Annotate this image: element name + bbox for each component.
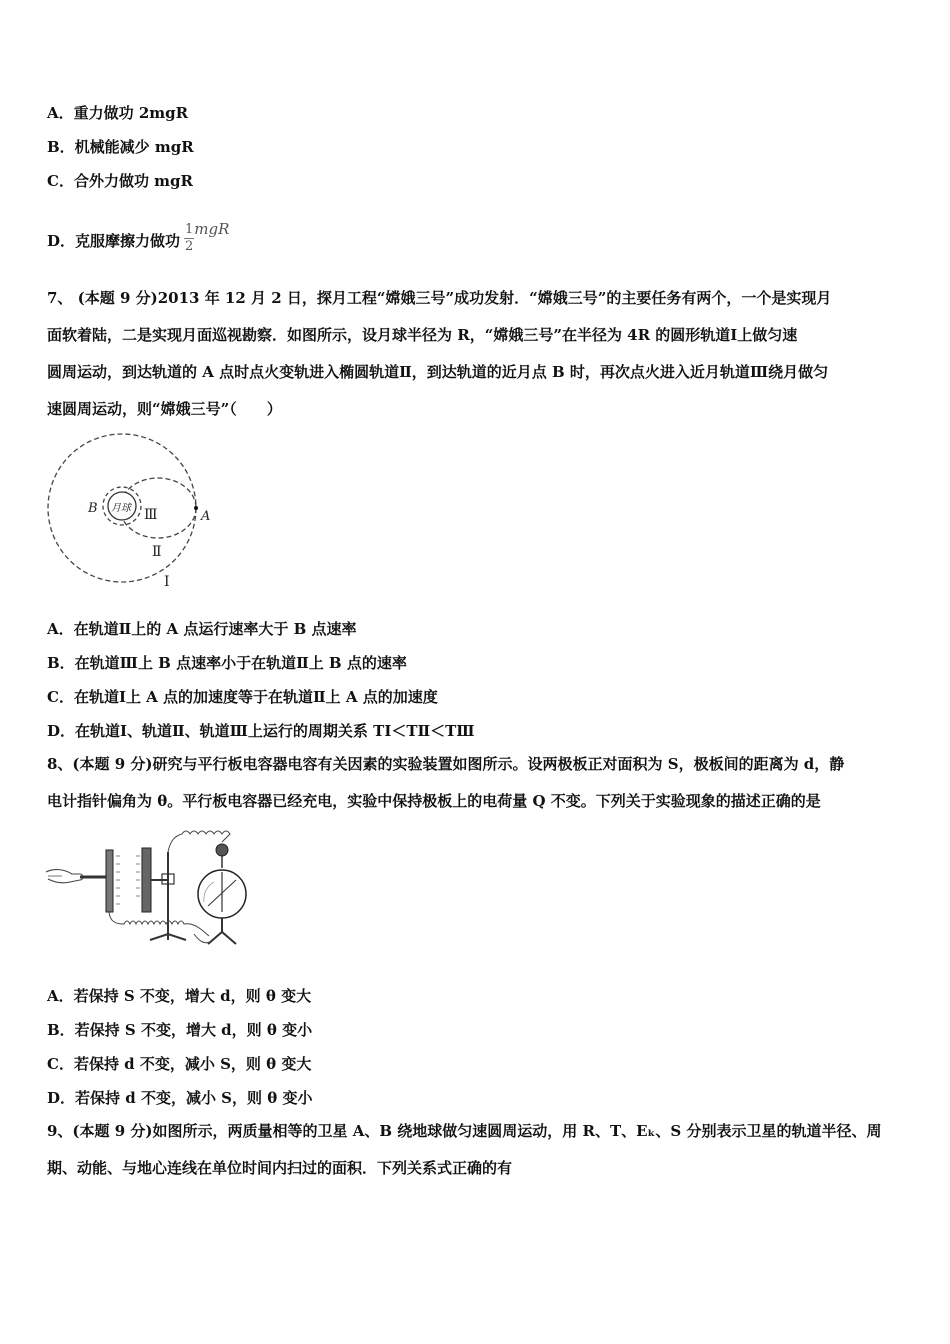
moon-label: 月球 bbox=[111, 503, 131, 514]
q7-option-b[interactable]: B．在轨道Ⅲ上 B 点速率小于在轨道Ⅱ上 B 点的速率 bbox=[47, 654, 407, 672]
q6-option-d-prefix: D．克服摩擦力做功 bbox=[47, 232, 181, 250]
q8-stem bbox=[47, 746, 909, 820]
q9-stem-line: 9、(本题 9 分)如图所示，两质量相等的卫星 A、B 绕地球做匀速圆周运动，用 R、T、Eₖ、S 分别表示卫星的轨道半径、周 bbox=[47, 1122, 882, 1140]
q7-option-c[interactable]: C．在轨道Ⅰ上 A 点的加速度等于在轨道Ⅱ上 A 点的加速度 bbox=[47, 688, 438, 706]
q7-stem-line: 面软着陆，二是实现月面巡视勘察．如图所示，设月球半径为 R，“嫦娥三号”在半径为 4R 的圆形轨道Ⅰ上做匀速 bbox=[47, 326, 798, 344]
q8-option-a[interactable]: A．若保持 S 不变，增大 d，则 θ 变大 bbox=[47, 987, 312, 1005]
q7-stem bbox=[47, 280, 909, 428]
q8-stem-line: 8、(本题 9 分)研究与平行板电容器电容有关因素的实验装置如图所示。设两极板正对面积为 S，极板间的距离为 d，静 bbox=[47, 755, 845, 773]
q6-option-d[interactable] bbox=[47, 212, 229, 258]
q8-option-d[interactable]: D．若保持 d 不变，减小 S，则 θ 变小 bbox=[47, 1089, 313, 1107]
q7-stem-line: 7、 (本题 9 分)2013 年 12 月 2 日，探月工程“嫦娥三号”成功发射．“嫦娥三号”的主要任务有两个，一个是实现月 bbox=[47, 289, 832, 307]
fraction-numerator: 1 bbox=[185, 221, 194, 237]
label-a: A bbox=[201, 509, 211, 524]
q8-option-c[interactable]: C．若保持 d 不变，减小 S，则 θ 变大 bbox=[47, 1055, 312, 1073]
label-b: B bbox=[88, 501, 98, 516]
q9-stem bbox=[47, 1113, 909, 1187]
label-iii: Ⅲ bbox=[144, 507, 158, 523]
electrometer-base bbox=[208, 932, 236, 944]
orbit-diagram bbox=[40, 428, 230, 596]
capacitor-plate-left bbox=[106, 850, 113, 912]
fraction-denominator: 2 bbox=[185, 238, 194, 254]
q6-option-a[interactable]: A．重力做功 2mgR bbox=[47, 104, 189, 122]
q7-option-a[interactable]: A．在轨道Ⅱ上的 A 点运行速率大于 B 点速率 bbox=[47, 620, 357, 638]
q6-option-b[interactable]: B．机械能减少 mgR bbox=[47, 138, 194, 156]
q6-option-d-expr: mgR bbox=[194, 220, 230, 238]
capacitor-plate-right bbox=[142, 848, 151, 912]
point-a-marker bbox=[194, 506, 198, 510]
label-i: Ⅰ bbox=[164, 574, 170, 590]
q7-option-d[interactable]: D．在轨道Ⅰ、轨道Ⅱ、轨道Ⅲ上运行的周期关系 TⅠ＜TⅡ＜TⅢ bbox=[47, 722, 475, 740]
electrometer-knob bbox=[216, 844, 228, 856]
q6-option-c[interactable]: C．合外力做功 mgR bbox=[47, 172, 193, 190]
capacitor-apparatus-diagram bbox=[44, 822, 254, 958]
q9-stem-line: 期、动能、与地心连线在单位时间内扫过的面积．下列关系式正确的有 bbox=[47, 1159, 513, 1177]
coiled-wire-bottom bbox=[109, 912, 209, 936]
label-ii: Ⅱ bbox=[152, 544, 162, 560]
q7-stem-line: 圆周运动，到达轨道的 A 点时点火变轨进入椭圆轨道Ⅱ，到达轨道的近月点 B 时，再次点火进入近月轨道Ⅲ绕月做匀 bbox=[47, 363, 829, 381]
q7-stem-line: 速圆周运动，则“嫦娥三号”（ ） bbox=[47, 400, 282, 418]
q8-option-b[interactable]: B．若保持 S 不变，增大 d，则 θ 变小 bbox=[47, 1021, 313, 1039]
q8-stem-line: 电计指针偏角为 θ。平行板电容器已经充电，实验中保持极板上的电荷量 Q 不变。下列关于实验现象的描述正确的是 bbox=[47, 792, 821, 810]
fraction-one-half bbox=[184, 222, 194, 255]
